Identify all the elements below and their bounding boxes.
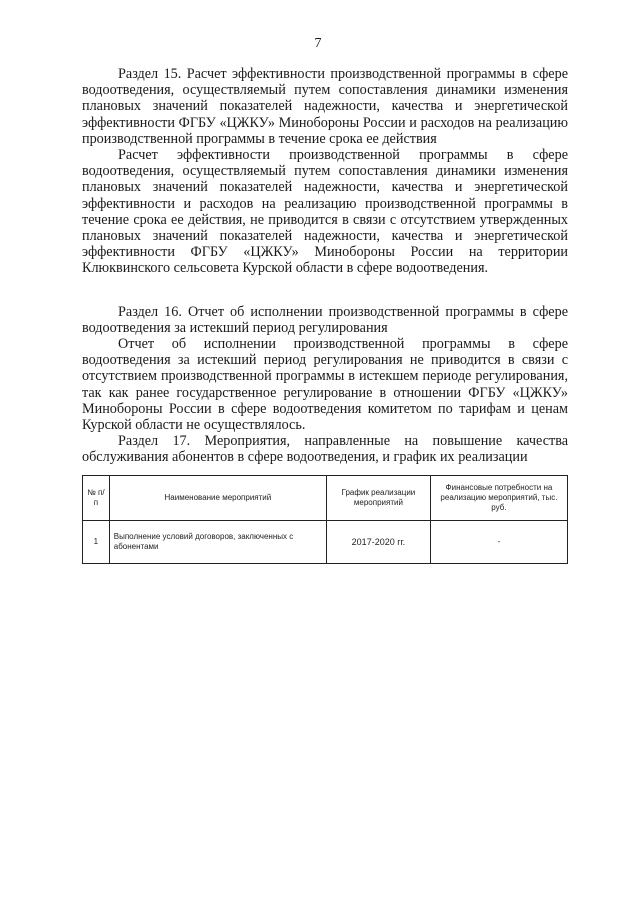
page-number: 7 (314, 36, 322, 51)
header-schedule: График реализации мероприятий (327, 476, 431, 521)
row-name: Выполнение условий договоров, заключенных с абонентами (109, 521, 326, 564)
section-17-heading: Раздел 17. Мероприятия, направленные на повышение качества обслуживания абонентов в сфере водоотведения, и график их реализации (82, 433, 568, 466)
section-15-body: Расчет эффективности производственной программы в сфере водоотведения, осуществляемый путем сопоставления динамики изменения плановых значений показателей надежности, качества и энергетической эффективности и расходов на реализацию производственной программы в течение срока ее действия, не приводится в связи с отсутствием утвержденных плановых значений показателей надежности, качества и энергетической эффективности ФГБУ «ЦЖКУ» Минобороны России на территории Клюквинского сельсовета Курской области в сфере водоотведения. (82, 147, 568, 277)
header-financing: Финансовые потребности на реализацию мероприятий, тыс. руб. (430, 476, 567, 521)
row-financing: - (430, 521, 567, 564)
header-num: № п/п (83, 476, 110, 521)
table-row (83, 521, 568, 564)
measures-table (82, 475, 568, 564)
row-num: 1 (83, 521, 110, 564)
header-name: Наименование мероприятий (109, 476, 326, 521)
table-header-row (83, 476, 568, 521)
section-16-heading: Раздел 16. Отчет об исполнении производственной программы в сфере водоотведения за истекший период регулирования (82, 303, 568, 336)
section-16-body: Отчет об исполнении производственной программы в сфере водоотведения за истекший период регулирования не приводится в связи с отсутствием производственной программы в истекшем периоде регулирования, так как ранее государственное регулирование в отношении ФГБУ «ЦЖКУ» Минобороны России в сфере водоотведения комитетом по тарифам и ценам Курской области не осуществлялось. (82, 336, 568, 434)
row-schedule: 2017-2020 гг. (327, 521, 431, 564)
section-15-heading: Раздел 15. Расчет эффективности производственной программы в сфере водоотведения, осуществляемый путем сопоставления динамики изменения плановых значений показателей надежности, качества и энергетической эффективности ФГБУ «ЦЖКУ» Минобороны России и расходов на реализацию производственной программы в течение срока ее действия (82, 66, 568, 147)
document-body (82, 66, 568, 466)
